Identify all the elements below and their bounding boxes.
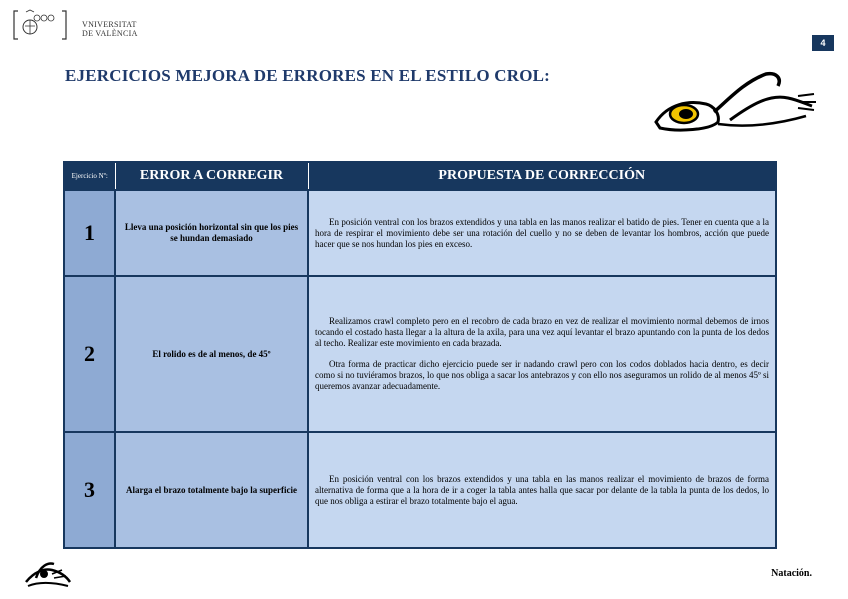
column-header-exercise: Ejercicio Nº: bbox=[64, 162, 115, 190]
university-line-1: VNIVERSITAT bbox=[82, 20, 137, 29]
exercise-table bbox=[63, 161, 777, 549]
correction-proposal bbox=[308, 276, 776, 432]
proposal-paragraph: Otra forma de practicar dicho ejercicio puede ser ir nadando crawl pero con los codos doblados hacia dentro, es decir como si no tuviéramos brazos, lo que nos obliga a sacar los antebrazos y con ello nos aseguramos un rolido de al menos 45º si queremos avanzar adecuadamente. bbox=[315, 359, 769, 391]
swimmer-illustration bbox=[648, 64, 820, 138]
error-description: Alarga el brazo totalmente bajo la superficie bbox=[115, 432, 308, 548]
proposal-paragraph: Realizamos crawl completo pero en el recobro de cada brazo en vez de realizar el movimiento normal debemos de irnos tocando el costado hasta llegar a la altura de la axila, para una vez aquí levantar el brazo apuntando con la punta de los dedos al techo. Realizar este movimiento en cada brazada. bbox=[315, 316, 769, 348]
university-logo bbox=[12, 8, 142, 42]
table-header-row bbox=[64, 162, 776, 190]
column-header-proposal: PROPUESTA DE CORRECCIÓN bbox=[308, 162, 776, 190]
correction-proposal bbox=[308, 432, 776, 548]
column-header-error: ERROR A CORREGIR bbox=[115, 162, 308, 190]
swimmer-icon bbox=[648, 64, 820, 138]
page-title: EJERCICIOS MEJORA DE ERRORES EN EL ESTILO CROL: bbox=[65, 66, 551, 85]
page-number-badge: 4 bbox=[812, 35, 834, 51]
table-row bbox=[64, 190, 776, 276]
footer-label: Natación. bbox=[771, 568, 812, 579]
exercise-number: 1 bbox=[64, 190, 115, 276]
error-description: Lleva una posición horizontal sin que los pies se hundan demasiado bbox=[115, 190, 308, 276]
table-row bbox=[64, 276, 776, 432]
proposal-paragraph: En posición ventral con los brazos extendidos y una tabla en las manos realizar el movimiento de brazos de forma alternativa de forma que a la hora de ir a coger la tabla antes halla que sacar por delante de la tabla la punta de los dedos, lo que nos obliga a estirar el brazo totalmente bajo el agua. bbox=[315, 473, 769, 506]
university-name bbox=[82, 20, 138, 38]
exercise-number: 2 bbox=[64, 276, 115, 432]
correction-proposal bbox=[308, 190, 776, 276]
error-description: El rolido es de al menos, de 45º bbox=[115, 276, 308, 432]
university-line-2: DE VALÈNCIA bbox=[82, 29, 138, 38]
swimmer-logo-icon bbox=[22, 558, 74, 588]
footer-logo bbox=[22, 558, 74, 588]
proposal-paragraph: En posición ventral con los brazos extendidos y una tabla en las manos realizar el batido de pies. Tener en cuenta que a la hora de respirar el movimiento debe ser una rotación del cuello y no se deben de levantar los hombros, acción que puede hacer que se nos hundan los pies en exceso. bbox=[315, 216, 769, 249]
exercise-number: 3 bbox=[64, 432, 115, 548]
table-row bbox=[64, 432, 776, 548]
